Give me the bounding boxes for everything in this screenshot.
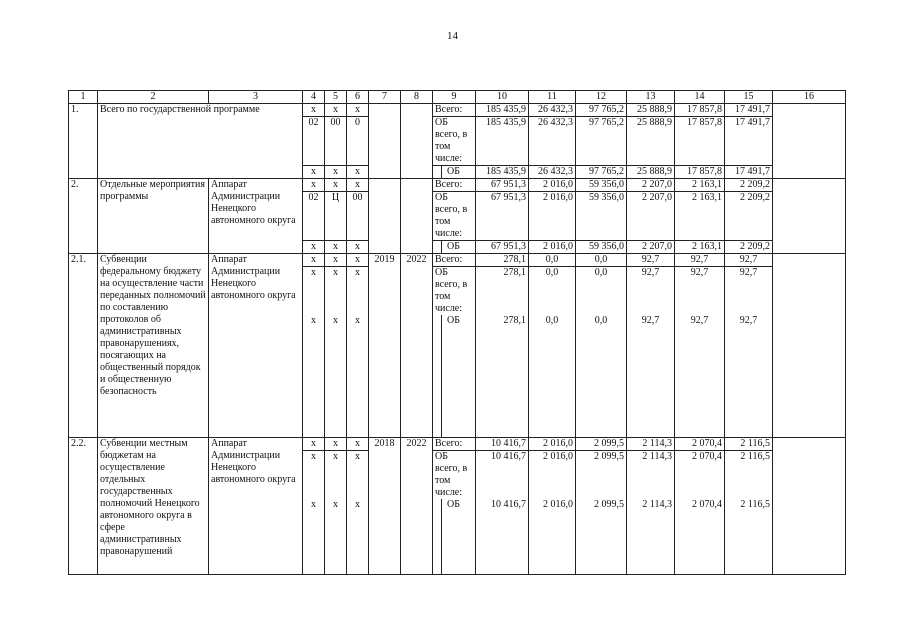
row-name: Всего по государственной программе	[98, 104, 303, 179]
row-number: 2.1.	[69, 254, 98, 438]
value-cell: 10 416,7	[476, 437, 529, 450]
header-cell: 8	[401, 91, 433, 104]
value-cell: 2 016,0	[529, 450, 576, 499]
value-cell: 0,0	[529, 254, 576, 267]
notes-cell	[773, 254, 846, 438]
value-cell: 26 432,3	[529, 166, 576, 179]
code-cell: х	[347, 104, 369, 117]
notes-cell	[773, 437, 846, 575]
value-cell: 278,1	[476, 315, 529, 437]
code-cell: 02	[303, 192, 325, 241]
value-cell: 2 016,0	[529, 437, 576, 450]
value-cell: 2 070,4	[675, 499, 725, 575]
value-cell: 2 116,5	[725, 437, 773, 450]
value-cell: 25 888,9	[627, 117, 675, 166]
value-cell: 2 116,5	[725, 450, 773, 499]
value-cell: 0,0	[576, 315, 627, 437]
value-cell: 92,7	[725, 267, 773, 316]
executor-cell: Аппарат Администрации Ненецкого автономного округа	[209, 179, 303, 254]
value-cell: 185 435,9	[476, 104, 529, 117]
value-cell: 2 070,4	[675, 450, 725, 499]
row-number: 2.	[69, 179, 98, 254]
value-cell: 2 209,2	[725, 179, 773, 192]
row-name: Отдельные мероприятия программы	[98, 179, 209, 254]
code-cell: х	[325, 315, 347, 437]
value-cell: 185 435,9	[476, 117, 529, 166]
code-cell: Ц	[325, 192, 347, 241]
value-cell: 2 099,5	[576, 450, 627, 499]
source-label: Всего:	[433, 437, 476, 450]
value-cell: 17 491,7	[725, 104, 773, 117]
header-cell: 7	[369, 91, 401, 104]
code-cell: х	[303, 104, 325, 117]
notes-cell	[773, 104, 846, 179]
value-cell: 59 356,0	[576, 179, 627, 192]
source-label: ОБ всего, в том числе:	[433, 117, 476, 166]
value-cell: 2 209,2	[725, 241, 773, 254]
value-cell: 67 951,3	[476, 192, 529, 241]
table-row	[69, 254, 846, 267]
header-cell: 4	[303, 91, 325, 104]
header-cell: 13	[627, 91, 675, 104]
value-cell: 2 016,0	[529, 179, 576, 192]
code-cell: х	[325, 104, 347, 117]
code-cell: х	[325, 179, 347, 192]
code-cell: х	[347, 241, 369, 254]
header-cell: 9	[433, 91, 476, 104]
value-cell: 92,7	[725, 315, 773, 437]
value-cell: 17 491,7	[725, 117, 773, 166]
header-cell: 2	[98, 91, 209, 104]
row-name: Субвенции местным бюджетам на осуществление отдельных государственных полномочий Ненецкого автономного округа в сфере административных правонарушений	[98, 437, 209, 575]
code-cell: х	[325, 437, 347, 450]
value-cell: 26 432,3	[529, 117, 576, 166]
value-cell: 0,0	[576, 267, 627, 316]
row-number: 2.2.	[69, 437, 98, 575]
column-number-row	[69, 91, 846, 104]
code-cell: х	[303, 315, 325, 437]
value-cell: 2 163,1	[675, 241, 725, 254]
value-cell: 92,7	[725, 254, 773, 267]
value-cell: 2 016,0	[529, 241, 576, 254]
value-cell: 67 951,3	[476, 241, 529, 254]
code-cell: х	[347, 450, 369, 499]
value-cell: 17 857,8	[675, 104, 725, 117]
value-cell: 2 114,3	[627, 437, 675, 450]
header-cell: 5	[325, 91, 347, 104]
value-cell: 92,7	[675, 315, 725, 437]
code-cell: х	[325, 499, 347, 575]
value-cell: 2 207,0	[627, 192, 675, 241]
value-cell: 2 099,5	[576, 437, 627, 450]
header-cell: 3	[209, 91, 303, 104]
code-cell: х	[347, 179, 369, 192]
code-cell: х	[347, 499, 369, 575]
table-row	[69, 437, 846, 450]
value-cell: 25 888,9	[627, 166, 675, 179]
value-cell: 97 765,2	[576, 117, 627, 166]
value-cell: 92,7	[627, 267, 675, 316]
page-number: 14	[447, 30, 458, 42]
end-year	[401, 179, 433, 254]
code-cell: х	[325, 166, 347, 179]
value-cell: 67 951,3	[476, 179, 529, 192]
header-cell: 6	[347, 91, 369, 104]
value-cell: 2 209,2	[725, 192, 773, 241]
start-year: 2018	[369, 437, 401, 575]
value-cell: 2 114,3	[627, 450, 675, 499]
value-cell: 92,7	[627, 315, 675, 437]
program-finance-table	[68, 90, 846, 575]
value-cell: 2 016,0	[529, 192, 576, 241]
source-label: Всего:	[433, 104, 476, 117]
value-cell: 17 857,8	[675, 166, 725, 179]
value-cell: 10 416,7	[476, 450, 529, 499]
code-cell: х	[325, 254, 347, 267]
header-cell: 10	[476, 91, 529, 104]
header-cell: 11	[529, 91, 576, 104]
code-cell: х	[303, 241, 325, 254]
code-cell: х	[303, 166, 325, 179]
start-year: 2019	[369, 254, 401, 438]
value-cell: 92,7	[675, 267, 725, 316]
value-cell: 59 356,0	[576, 192, 627, 241]
value-cell: 2 163,1	[675, 192, 725, 241]
value-cell: 10 416,7	[476, 499, 529, 575]
source-label: ОБ всего, в том числе:	[433, 450, 476, 499]
value-cell: 97 765,2	[576, 104, 627, 117]
value-cell: 26 432,3	[529, 104, 576, 117]
header-cell: 16	[773, 91, 846, 104]
source-label: Всего:	[433, 254, 476, 267]
code-cell: х	[325, 267, 347, 316]
end-year: 2022	[401, 254, 433, 438]
source-label: ОБ всего, в том числе:	[433, 192, 476, 241]
source-label: ОБ	[433, 315, 476, 437]
value-cell: 2 016,0	[529, 499, 576, 575]
header-cell: 1	[69, 91, 98, 104]
code-cell: х	[347, 315, 369, 437]
table-row	[69, 104, 846, 117]
value-cell: 278,1	[476, 254, 529, 267]
header-cell: 15	[725, 91, 773, 104]
code-cell: х	[303, 179, 325, 192]
source-label: Всего:	[433, 179, 476, 192]
code-cell: х	[347, 254, 369, 267]
start-year	[369, 179, 401, 254]
value-cell: 2 070,4	[675, 437, 725, 450]
start-year	[369, 104, 401, 179]
table-row	[69, 179, 846, 192]
code-cell: х	[325, 241, 347, 254]
value-cell: 17 491,7	[725, 166, 773, 179]
value-cell: 97 765,2	[576, 166, 627, 179]
header-cell: 12	[576, 91, 627, 104]
row-number: 1.	[69, 104, 98, 179]
value-cell: 2 207,0	[627, 241, 675, 254]
end-year	[401, 104, 433, 179]
value-cell: 2 116,5	[725, 499, 773, 575]
value-cell: 92,7	[627, 254, 675, 267]
value-cell: 185 435,9	[476, 166, 529, 179]
value-cell: 0,0	[529, 315, 576, 437]
code-cell: 02	[303, 117, 325, 166]
code-cell: х	[325, 450, 347, 499]
value-cell: 278,1	[476, 267, 529, 316]
code-cell: х	[303, 499, 325, 575]
code-cell: х	[303, 267, 325, 316]
value-cell: 2 114,3	[627, 499, 675, 575]
code-cell: х	[347, 267, 369, 316]
code-cell: х	[303, 254, 325, 267]
code-cell: х	[303, 450, 325, 499]
notes-cell	[773, 179, 846, 254]
value-cell: 59 356,0	[576, 241, 627, 254]
value-cell: 17 857,8	[675, 117, 725, 166]
header-cell: 14	[675, 91, 725, 104]
code-cell: х	[347, 437, 369, 450]
row-name: Субвенции федеральному бюджету на осуществление части переданных полномочий по составлению протоколов об административных правонарушениях, посягающих на общественный порядок и общественную безопасность	[98, 254, 209, 438]
value-cell: 2 163,1	[675, 179, 725, 192]
source-label: ОБ	[433, 166, 476, 179]
code-cell: х	[303, 437, 325, 450]
value-cell: 2 099,5	[576, 499, 627, 575]
value-cell: 25 888,9	[627, 104, 675, 117]
value-cell: 0,0	[529, 267, 576, 316]
code-cell: 0	[347, 117, 369, 166]
source-label: ОБ	[433, 499, 476, 575]
executor-cell: Аппарат Администрации Ненецкого автономного округа	[209, 254, 303, 438]
code-cell: 00	[347, 192, 369, 241]
code-cell: х	[347, 166, 369, 179]
value-cell: 2 207,0	[627, 179, 675, 192]
value-cell: 92,7	[675, 254, 725, 267]
value-cell: 0,0	[576, 254, 627, 267]
source-label: ОБ	[433, 241, 476, 254]
code-cell: 00	[325, 117, 347, 166]
end-year: 2022	[401, 437, 433, 575]
executor-cell: Аппарат Администрации Ненецкого автономного округа	[209, 437, 303, 575]
source-label: ОБ всего, в том числе:	[433, 267, 476, 316]
